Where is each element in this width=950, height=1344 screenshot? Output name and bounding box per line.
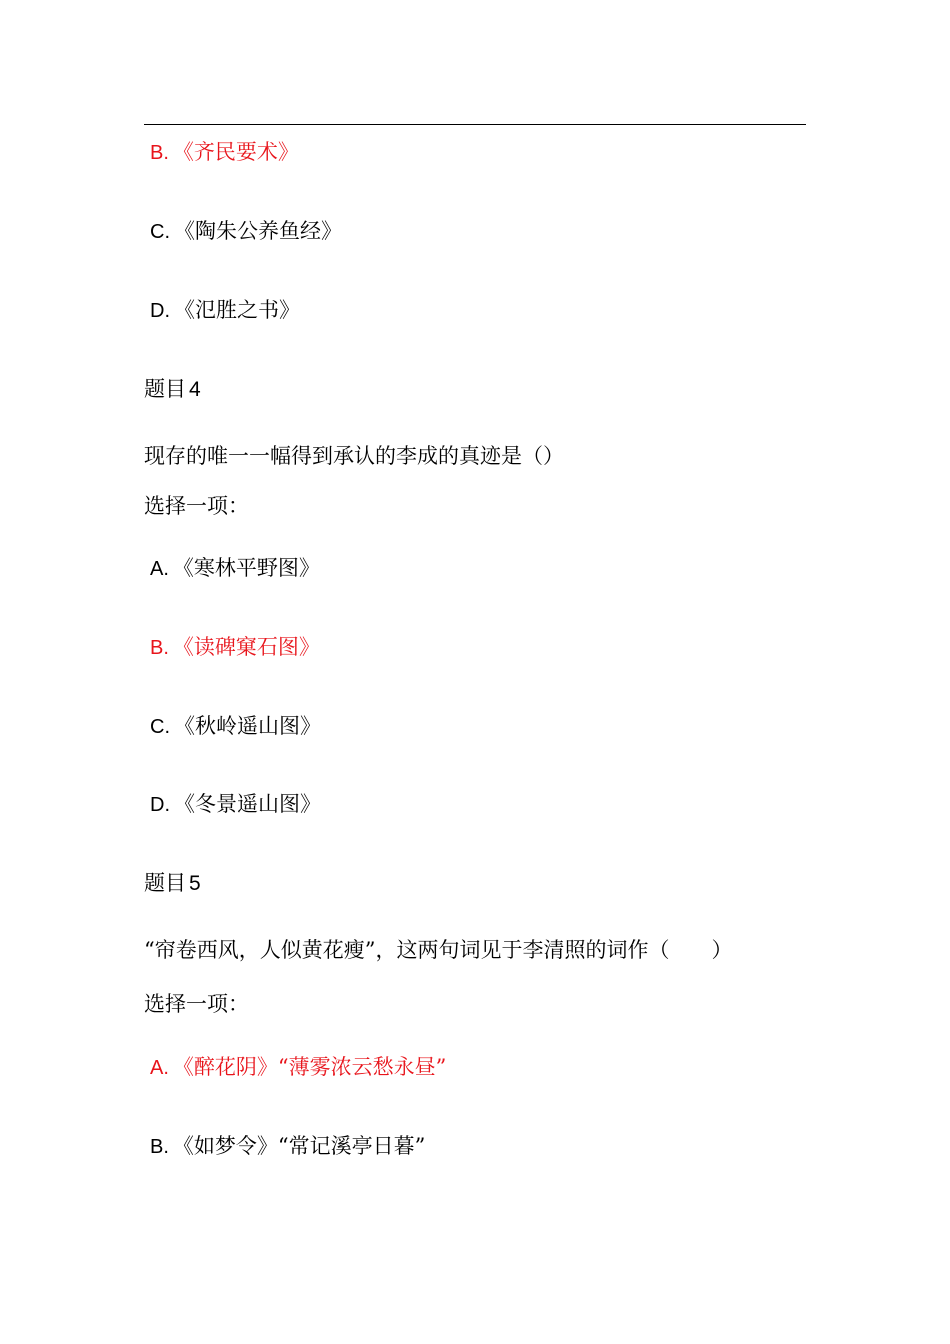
q4-option-b[interactable]: [150, 633, 320, 662]
q3-option-b[interactable]: [150, 138, 299, 167]
option-letter: A.: [150, 558, 169, 580]
option-letter: B.: [150, 1136, 169, 1158]
q4-question-text: 现存的唯一一幅得到承认的李成的真迹是（）: [144, 444, 564, 468]
q4-title: [144, 375, 201, 404]
question-number: 4: [189, 378, 201, 401]
option-text: 《秋岭遥山图》: [174, 714, 321, 738]
option-text: 《陶朱公养鱼经》: [174, 219, 342, 243]
question-title-prefix: 题目: [144, 377, 186, 401]
q5-title: [144, 869, 201, 898]
q5-question-text: “帘卷西风，人似黄花瘦”，这两句词见于李清照的词作（ ）: [144, 938, 733, 962]
q5-option-a[interactable]: [150, 1053, 446, 1082]
question-number: 5: [189, 872, 201, 895]
q4-option-d[interactable]: [150, 790, 321, 819]
q3-option-c[interactable]: [150, 217, 342, 246]
option-text: 《齐民要术》: [172, 140, 299, 164]
q5-option-b[interactable]: [150, 1132, 425, 1161]
option-letter: D.: [150, 300, 170, 322]
option-text: 《寒林平野图》: [172, 556, 320, 580]
header-rule: [144, 124, 806, 125]
question-title-prefix: 题目: [144, 871, 186, 895]
option-letter: C.: [150, 221, 170, 243]
q4-option-c[interactable]: [150, 712, 321, 741]
option-letter: B.: [150, 142, 169, 164]
option-letter: D.: [150, 794, 170, 816]
option-letter: A.: [150, 1057, 169, 1079]
option-text: 《醉花阴》“薄雾浓云愁永昼”: [172, 1055, 447, 1079]
q4-prompt: 选择一项：: [144, 494, 249, 518]
option-text: 《读碑窠石图》: [172, 635, 320, 659]
q5-prompt: 选择一项：: [144, 992, 249, 1016]
q4-option-a[interactable]: [150, 554, 320, 583]
option-text: 《冬景遥山图》: [174, 792, 321, 816]
q3-option-d[interactable]: [150, 296, 300, 325]
option-text: 《如梦令》“常记溪亭日暮”: [172, 1134, 426, 1158]
option-letter: C.: [150, 716, 170, 738]
option-letter: B.: [150, 637, 169, 659]
option-text: 《氾胜之书》: [174, 298, 300, 322]
